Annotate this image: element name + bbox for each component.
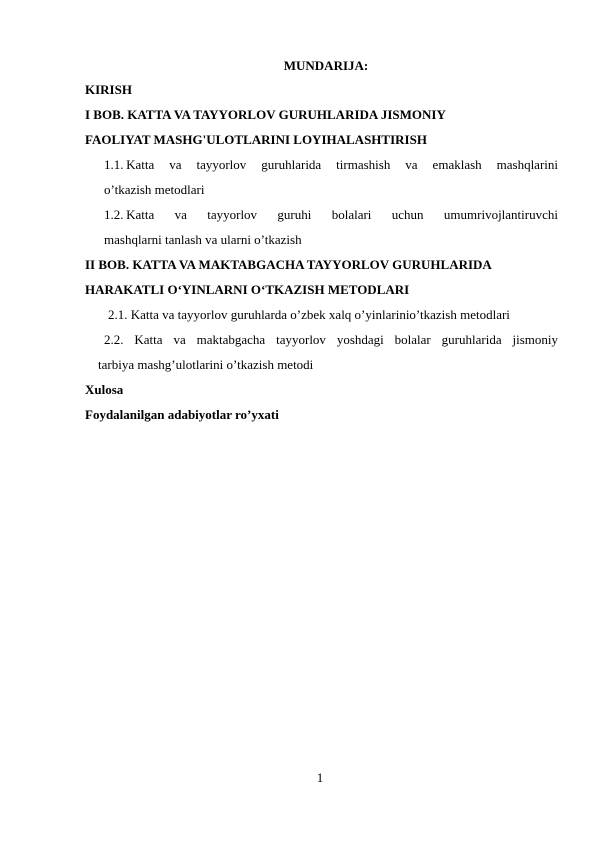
toc-chapter-2-line-2: HARAKATLI O‘YINLARNI O‘TKAZISH METODLARI xyxy=(85,282,410,297)
toc-section-1-1-line-2: o’tkazish metodlari xyxy=(104,182,205,197)
toc-chapter-1-line-1: I BOB. KATTA VA TAYYORLOV GURUHLARIDA JISMONIY xyxy=(85,107,446,122)
toc-section-1-2-line-1: 1.2. Katta va tayyorlov guruhi bolalari uchun umumrivojlantiruvchi xyxy=(104,207,558,222)
page-number: 1 xyxy=(316,770,324,785)
toc-section-2-1: 2.1. Katta va tayyorlov guruhlarda o’zbek xalq o’yinlarinio’tkazish metodlari xyxy=(108,307,510,322)
toc-section-1-1-line-1: 1.1. Katta va tayyorlov guruhlarida tirmashish va emaklash mashqlarini xyxy=(104,157,558,172)
page-title: MUNDARIJA: xyxy=(283,58,369,73)
toc-section-2-2-line-2: tarbiya mashg’ulotlarini o’tkazish metodi xyxy=(98,357,314,372)
toc-chapter-1-line-2: FAOLIYAT MASHG'ULOTLARINI LOYIHALASHTIRISH xyxy=(85,132,427,147)
toc-item-references: Foydalanilgan adabiyotlar ro’yxati xyxy=(85,407,279,422)
toc-item-xulosa: Xulosa xyxy=(85,382,124,397)
toc-item-kirish: KIRISH xyxy=(85,82,132,97)
toc-chapter-2-line-1: II BOB. KATTA VA MAKTABGACHA TAYYORLOV GURUHLARIDA xyxy=(85,257,492,272)
toc-section-2-2-line-1: 2.2. Katta va maktabgacha tayyorlov yoshdagi bolalar guruhlarida jismoniy xyxy=(104,332,558,347)
toc-section-1-2-line-2: mashqlarni tanlash va ularni o’tkazish xyxy=(104,232,302,247)
